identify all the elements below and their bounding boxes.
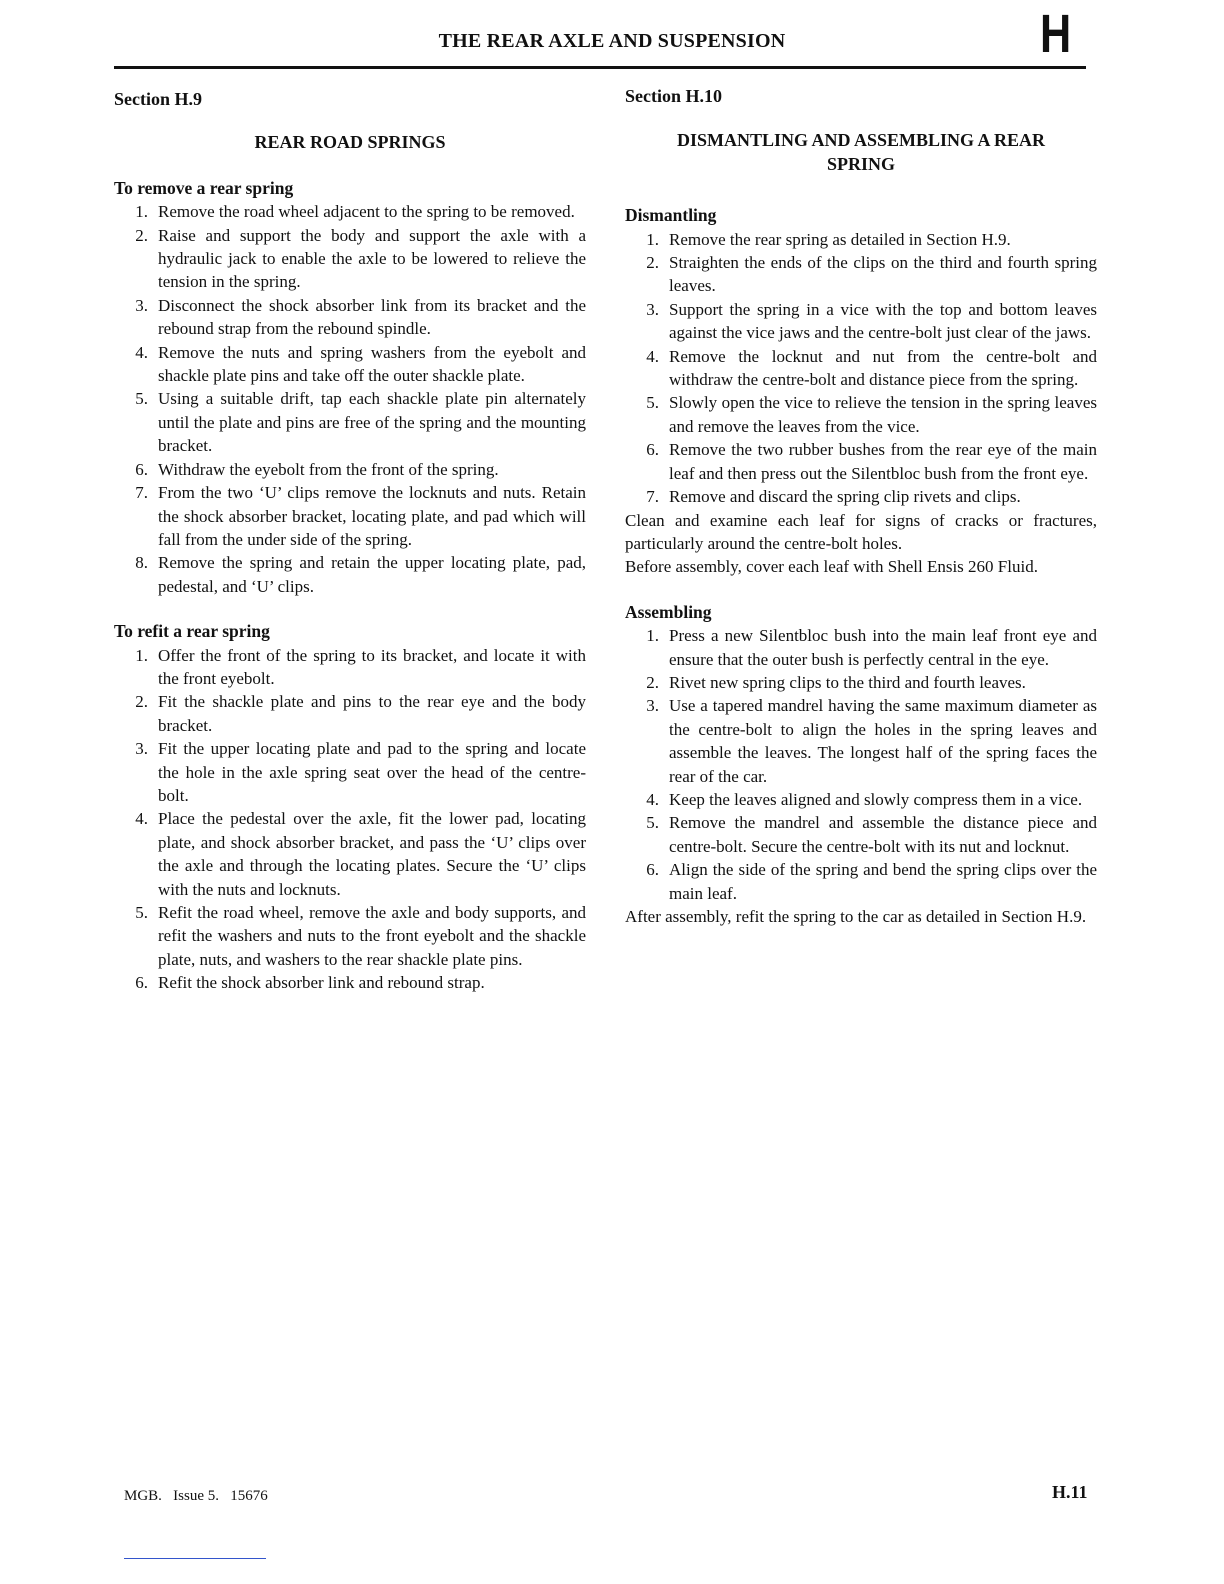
step-text: Place the pedestal over the axle, fit the lower pad, locating plate, and shock absorber bracket, and pass the ‘U’ clips over the axle and through the locating plates. Secure the ‘U’ clips with the nuts and locknuts. [158,809,586,899]
step-text: Remove the road wheel adjacent to the spring to be removed. [158,202,575,222]
footer-issue-info: MGB. Issue 5. 15676 [124,1488,268,1504]
step-number: 3. [646,696,659,716]
step-text: Offer the front of the spring to its bracket, and locate it with the front eyebolt. [158,645,586,688]
step-number: 6. [135,459,148,479]
step-number: 1. [646,626,659,646]
footer-line [124,1558,266,1559]
step-text: Remove and discard the spring clip rivets and clips. [669,487,1021,507]
step-item [625,485,1097,508]
step-item [114,387,586,457]
step-number: 6. [135,973,148,993]
step-item [625,694,1097,788]
step-number: 3. [135,739,148,759]
step-number: 1. [646,229,659,249]
step-number: 2. [646,672,659,692]
step-number: 5. [646,393,659,413]
step-number: 6. [646,860,659,880]
step-number: 8. [135,553,148,573]
step-item [625,298,1097,345]
step-number: 5. [135,389,148,409]
step-item [625,251,1097,298]
step-item [114,458,586,481]
step-item [625,858,1097,905]
section-heading-dismantling-assembling: DISMANTLING AND ASSEMBLING A REAR SPRING [676,130,1046,174]
step-item [114,224,586,294]
step-number: 4. [135,342,148,362]
assembling-notes [625,905,1097,928]
subheading-refit: To refit a rear spring [114,621,270,642]
dismantling-steps-list [625,228,1097,509]
step-text: Using a suitable drift, tap each shackle plate pin alternately until the plate and pins are free of the spring and the mounting bracket. [158,389,586,456]
step-number: 3. [646,299,659,319]
step-item [625,624,1097,671]
footer-page-number: H.11 [1052,1482,1088,1502]
step-number: 4. [135,809,148,829]
step-text: Remove the locknut and nut from the centre-bolt and withdraw the centre-bolt and distance piece from the spring. [669,346,1097,390]
page-title: THE REAR AXLE AND SUSPENSION [438,30,786,52]
note-paragraph: Clean and examine each leaf for signs of cracks or fractures, particularly around the centre-bolt holes. [625,510,1097,553]
subheading-assembling: Assembling [625,601,712,622]
step-text: Remove the nuts and spring washers from the eyebolt and shackle plate pins and take off the outer shackle plate. [158,342,586,386]
step-item [625,788,1097,811]
left-column [114,88,586,995]
step-text: Fit the shackle plate and pins to the rear eye and the body bracket. [158,692,586,735]
step-text: Disconnect the shock absorber link from its bracket and the rebound strap from the rebound spindle. [158,295,586,339]
step-item [625,671,1097,694]
step-number: 6. [646,440,659,460]
header-rule [114,66,1086,69]
refit-steps-list [114,644,586,995]
step-text: Raise and support the body and support the axle with a hydraulic jack to enable the axle to be lowered to relieve the tension in the spring. [158,225,586,292]
subheading-remove: To remove a rear spring [114,177,294,198]
step-item [114,690,586,737]
step-item [625,391,1097,438]
dismantling-notes [625,509,1097,579]
step-item [114,644,586,691]
section-heading-rear-road-springs: REAR ROAD SPRINGS [254,132,446,153]
step-text: Align the side of the spring and bend the spring clips over the main leaf. [669,860,1097,903]
step-number: 3. [135,295,148,315]
step-item [625,345,1097,392]
step-number: 5. [135,903,148,922]
step-item [114,807,586,901]
step-text: Fit the upper locating plate and pad to the spring and locate the hole in the axle spring seat over the head of the centre-bolt. [158,739,586,805]
step-text: Slowly open the vice to relieve the tension in the spring leaves and remove the leaves from the vice. [669,393,1097,436]
step-number: 4. [646,346,659,366]
step-text: Remove the spring and retain the upper locating plate, pad, pedestal, and ‘U’ clips. [158,553,586,596]
step-item [625,811,1097,858]
step-number: 7. [135,483,148,503]
note-paragraph: Before assembly, cover each leaf with Shell Ensis 260 Fluid. [625,557,1038,577]
step-text: Keep the leaves aligned and slowly compress them in a vice. [669,789,1083,809]
section-letter-tab: H [1040,4,1072,64]
step-text: Refit the shock absorber link and rebound strap. [158,973,485,993]
step-text: Refit the road wheel, remove the axle and body supports, and refit the washers and nuts to the front eyebolt and the shackle plate, nuts, and washers to the rear shackle plate pins. [158,903,586,969]
step-item [114,971,586,994]
step-item [114,737,586,807]
step-number: 7. [646,487,659,507]
step-number: 1. [135,645,148,665]
step-item [625,228,1097,251]
subheading-dismantling: Dismantling [625,205,717,226]
section-label-h9: Section H.9 [114,89,202,109]
step-number: 1. [135,202,148,222]
step-number: 5. [646,813,659,833]
step-number: 4. [646,789,659,809]
right-column [625,85,1097,928]
step-text: Rivet new spring clips to the third and fourth leaves. [669,672,1026,692]
step-text: From the two ‘U’ clips remove the locknuts and nuts. Retain the shock absorber bracket, locating plate, and pad which will fall from the under side of the spring. [158,483,586,549]
step-item [114,551,586,598]
remove-steps-list [114,200,586,598]
assembling-steps-list [625,624,1097,905]
step-number: 2. [646,253,659,273]
step-number: 2. [135,692,148,712]
step-text: Straighten the ends of the clips on the third and fourth spring leaves. [669,253,1097,296]
step-text: Remove the mandrel and assemble the distance piece and centre-bolt. Secure the centre-bolt with its nut and locknut. [669,813,1097,856]
step-text: Support the spring in a vice with the top and bottom leaves against the vice jaws and the centre-bolt just clear of the jaws. [669,299,1097,343]
step-item [114,481,586,551]
section-label-h10: Section H.10 [625,86,722,106]
step-item [114,341,586,388]
step-text: Remove the rear spring as detailed in Section H.9. [669,229,1011,249]
step-text: Press a new Silentbloc bush into the main leaf front eye and ensure that the outer bush is perfectly central in the eye. [669,626,1097,669]
note-paragraph: After assembly, refit the spring to the car as detailed in Section H.9. [625,907,1087,926]
step-text: Withdraw the eyebolt from the front of the spring. [158,459,499,479]
step-text: Use a tapered mandrel having the same maximum diameter as the centre-bolt to align the holes in the spring leaves and assemble the leaves. The longest half of the spring faces the rear of the car. [669,696,1097,786]
step-number: 2. [135,225,148,245]
step-item [114,294,586,341]
step-text: Remove the two rubber bushes from the rear eye of the main leaf and then press out the Silentbloc bush from the front eye. [669,440,1097,483]
step-item [114,200,586,223]
step-item [625,438,1097,485]
step-item [114,901,586,971]
